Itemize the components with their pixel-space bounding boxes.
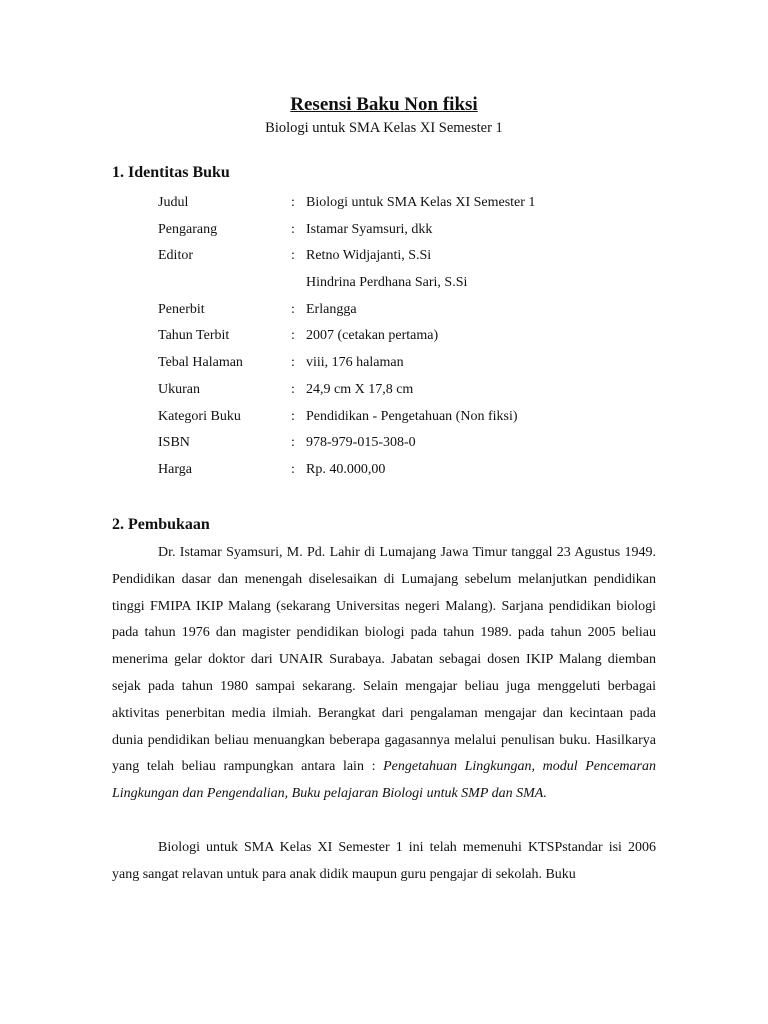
section-heading-identitas: 1. Identitas Buku <box>112 164 230 181</box>
identity-row-tahun-terbit <box>158 323 658 350</box>
identity-row-pengarang <box>158 217 658 244</box>
identity-label: Tebal Halaman <box>158 355 243 371</box>
paragraph-text: Biologi untuk SMA Kelas XI Semester 1 ini telah memenuhi KTSPstandar isi 2006 yang sangat relavan untuk para anak didik maupun guru pengajar di sekolah. Buku <box>112 840 656 882</box>
identity-value: Istamar Syamsuri, dkk <box>306 221 433 237</box>
identity-label: Judul <box>158 195 189 210</box>
identity-value: Pendidikan - Pengetahuan (Non fiksi) <box>306 408 518 424</box>
identity-value: Hindrina Perdhana Sari, S.Si <box>306 275 468 291</box>
identity-label: Tahun Terbit <box>158 328 230 344</box>
identity-label: Ukuran <box>158 381 200 397</box>
identity-value: viii, 176 halaman <box>306 355 404 371</box>
identity-colon: : <box>291 408 295 424</box>
paragraph-book-description <box>112 835 656 889</box>
identity-label: ISBN <box>158 435 190 451</box>
identity-label: Penerbit <box>158 301 205 317</box>
identity-colon: : <box>291 461 295 477</box>
identity-colon: : <box>291 248 295 264</box>
identity-colon: : <box>291 435 295 451</box>
identity-colon: : <box>291 301 295 317</box>
identity-colon: : <box>291 381 295 397</box>
identity-colon: : <box>291 328 295 344</box>
identity-row-editor <box>158 243 658 270</box>
identity-row-editor-2 <box>158 270 658 297</box>
identity-colon: : <box>291 355 295 371</box>
paragraph-text: Dr. Istamar Syamsuri, M. Pd. Lahir di Lumajang Jawa Timur tanggal 23 Agustus 1949. Pendidikan dasar dan menengah diselesaikan di Lumajang sebelum melanjutkan pendidikan tinggi FMIPA IKIP Malang (sekarang Universitas negeri Malang). Sarjana pendidikan biologi pada tahun 1976 dan magister pendidikan biologi pada tahun 1989. pada tahun 2005 beliau menerima gelar doktor dari UNAIR Surabaya. Jabatan sebagai dosen IKIP Malang diemban sejak pada tahun 1980 sampai sekarang. Selain mengajar beliau juga menggeluti berbagai aktivitas penerbitan media ilmiah. Berangkat dari pengalaman mengajar dan kecintaan pada dunia pendidikan beliau menuangkan beberapa gagasannya melalui penulisan buku. Hasilkarya yang telah beliau rampungkan antara lain : <box>112 545 656 775</box>
section-heading-pembukaan: 2. Pembukaan <box>112 516 210 533</box>
identity-value: Biologi untuk SMA Kelas XI Semester 1 <box>306 195 536 210</box>
identity-row-ukuran <box>158 377 658 404</box>
document-title: Resensi Baku Non fiksi <box>290 94 478 115</box>
identity-row-tebal-halaman <box>158 350 658 377</box>
identity-value: Rp. 40.000,00 <box>306 461 386 477</box>
identity-value: Erlangga <box>306 301 357 317</box>
identity-row-isbn <box>158 430 658 457</box>
identity-label: Kategori Buku <box>158 408 241 424</box>
identity-colon: : <box>291 195 295 210</box>
identity-row-judul <box>158 190 658 217</box>
identity-row-kategori <box>158 404 658 431</box>
identity-row-penerbit <box>158 297 658 324</box>
identity-row-harga <box>158 457 658 484</box>
identity-colon: : <box>291 221 295 237</box>
paragraph-author-bio <box>112 540 656 808</box>
identity-label: Editor <box>158 248 193 264</box>
paragraph-italic-works: Pengetahuan Lingkungan, modul Pencemaran Lingkungan dan Pengendalian, Buku pelajaran Biologi untuk SMP dan SMA. <box>112 759 656 802</box>
book-identity-table <box>158 190 658 484</box>
identity-label: Pengarang <box>158 221 218 237</box>
identity-value: 24,9 cm X 17,8 cm <box>306 381 414 397</box>
document-subtitle: Biologi untuk SMA Kelas XI Semester 1 <box>265 120 503 136</box>
identity-value: 978-979-015-308-0 <box>306 435 416 451</box>
identity-label: Harga <box>158 461 192 477</box>
identity-value: Retno Widjajanti, S.Si <box>306 248 432 264</box>
identity-value: 2007 (cetakan pertama) <box>306 328 439 344</box>
